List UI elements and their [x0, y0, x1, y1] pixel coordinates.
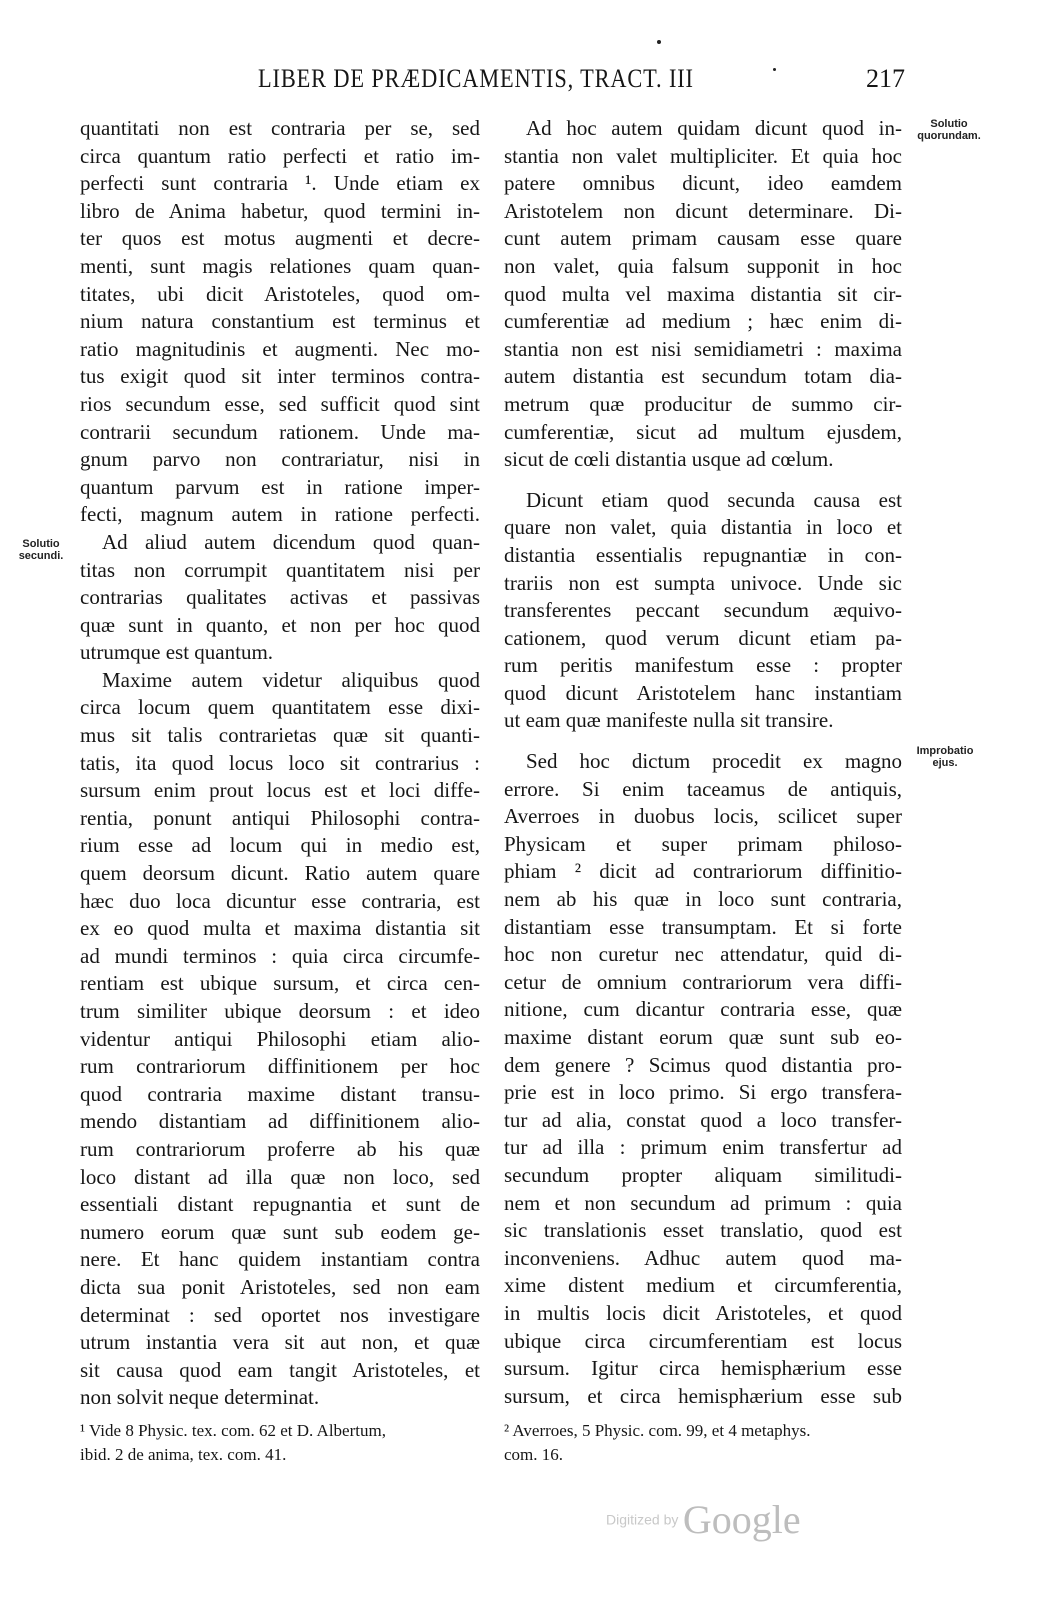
text-line: cumferentiæ ad medium ; hæc enim di- [504, 309, 902, 334]
footnote-line: ibid. 2 de anima, tex. com. 41. [80, 1445, 287, 1464]
text-line: contrarii secundum rationem. Unde ma- [80, 419, 480, 444]
text-line: nitione, cum dicantur contraria esse, quæ [504, 997, 902, 1022]
text-line: patere omnibus dicunt, ideo eamdem [504, 171, 902, 196]
margin-note-improbatio-ejus: Improbatio ejus. [916, 745, 974, 769]
text-line: autem distantia est secundum totam dia- [504, 364, 902, 389]
paragraph-start-line: Ad hoc autem quidam dicunt quod in- [526, 116, 902, 140]
text-line: sursum enim prout locus est et loci diffe- [80, 778, 480, 803]
text-line: metrum quæ producitur de summo cir- [504, 391, 902, 416]
text-line: tur ad illa : primum enim transfertur ad [504, 1135, 902, 1160]
text-line: prie est in loco primo. Si ergo transfera- [504, 1080, 902, 1105]
margin-note-solutio-secundi: Solutio secundi. [18, 538, 64, 562]
text-line: cunt autem primam causam esse quare [504, 226, 902, 251]
text-line: Averroes in duobus locis, scilicet super [504, 804, 902, 829]
text-line: dicta sua ponit Aristoteles, sed non eam [80, 1274, 480, 1299]
margin-note-solutio-quorundam: Solutio quorundam. [917, 118, 981, 142]
left-text-column [80, 115, 480, 1412]
text-line: quod contraria maxime distant transu- [80, 1081, 480, 1106]
running-head: LIBER DE PRÆDICAMENTIS, TRACT. III [258, 64, 694, 93]
text-line: ad mundi terminos : quia circa circumfe- [80, 943, 480, 968]
text-line: quem deorsum dicunt. Ratio autem quare [80, 861, 480, 886]
text-line: sursum, et circa hemisphærium esse sub [504, 1383, 902, 1408]
google-logo: Google [682, 1497, 801, 1542]
text-line: fecti, magnum autem in ratione perfecti. [80, 502, 480, 527]
text-line: quantum parvum est in ratione imper- [80, 474, 480, 499]
text-line: Aristotelem non dicunt determinare. Di- [504, 198, 902, 223]
paragraph-gap [504, 735, 902, 748]
paragraph-gap [504, 474, 902, 487]
paragraph-start-line: Ad aliud autem dicendum quod quan- [102, 529, 480, 554]
text-line: sic translationis esset translatio, quod est [504, 1218, 902, 1243]
text-line: Physicam et super primam philoso- [504, 831, 902, 856]
text-line: tus exigit quod sit inter terminos contra- [80, 364, 480, 389]
text-line: titates, ubi dicit Aristoteles, quod om- [80, 281, 480, 306]
text-line: quantitati non est contraria per se, sed [80, 116, 480, 140]
text-line: contrarias qualitates activas et passivas [80, 585, 480, 610]
text-line: distantiam esse transumptam. Et si forte [504, 914, 902, 939]
text-line: sicut de cœli distantia usque ad cœlum. [504, 447, 834, 472]
text-line: ex eo quod multa et maxima distantia sit [80, 916, 480, 941]
text-line: videntur antiqui Philosophi etiam alio- [80, 1026, 480, 1051]
text-line: rum peritis manifestum esse : propter [504, 653, 902, 678]
text-line: trariis non est sumpta univoce. Unde sic [504, 570, 902, 595]
text-line: rum contrariorum diffinitionem per hoc [80, 1054, 480, 1079]
text-line: xime distent medium et circumferentia, [504, 1273, 902, 1298]
text-line: circa locum quem quantitatem esse dixi- [80, 695, 480, 720]
text-line: rentiam est ubique sursum, et circa cen- [80, 971, 480, 996]
text-line: distantia essentialis repugnantiæ in con- [504, 542, 902, 567]
page-header [0, 60, 1058, 100]
text-line: maxime distant eorum quæ sunt sub eo- [504, 1025, 902, 1049]
page-number: 217 [866, 64, 905, 93]
text-line: quæ sunt in quanto, et non per hoc quod [80, 612, 480, 637]
text-line: quod dicunt Aristotelem hanc instantiam [504, 680, 902, 705]
text-line: rios secundum esse, sed sufficit quod sint [80, 391, 480, 416]
text-line: utrum instantia vera sit aut non, et quæ [80, 1330, 480, 1355]
text-line: libro de Anima habetur, quod termini in- [80, 198, 480, 223]
text-line: menti, sunt magis relationes quam quan- [80, 253, 480, 278]
text-line: sursum. Igitur circa hemisphærium esse [504, 1356, 902, 1381]
text-line: inconveniens. Adhuc autem quod ma- [504, 1245, 902, 1270]
text-line: cetur de omnium contrariorum vera diffi- [504, 969, 902, 994]
text-line: stantia non est nisi semidiametri : maxima [504, 336, 902, 361]
paragraph-start-line: Sed hoc dictum procedit ex magno [526, 749, 902, 774]
text-line: mus sit talis contrarietas quæ sit quanti- [80, 723, 480, 748]
text-line: cationem, quod verum dicunt etiam pa- [504, 625, 902, 650]
text-line: hoc non curetur nec attendatur, quid di- [504, 942, 902, 967]
text-line: non valet, quia falsum supponit in hoc [504, 253, 902, 278]
text-line: trum similiter ubique deorsum : et ideo [80, 999, 480, 1023]
digitized-watermark [606, 1496, 801, 1546]
text-line: numero eorum quæ sunt sub eodem ge- [80, 1219, 480, 1244]
text-line: quod multa vel maxima distantia sit cir- [504, 281, 902, 306]
text-line: nium natura constantium est terminus et [80, 309, 480, 334]
text-line: hæc duo loca dicuntur esse contraria, est [80, 888, 480, 913]
text-line: loco distant ad illa quæ non loco, sed [80, 1164, 480, 1189]
print-speck [773, 68, 776, 71]
text-line: secundum propter aliquam similitudi- [504, 1162, 902, 1187]
text-line: dem genere ? Scimus quod distantia pro- [504, 1052, 902, 1077]
text-line: quare non valet, quia distantia in loco et [504, 515, 902, 540]
text-line: nere. Et hanc quidem instantiam contra [80, 1247, 480, 1272]
text-line: circa quantum ratio perfecti et ratio im- [80, 143, 480, 168]
text-line: determinat : sed oportet nos investigare [80, 1302, 480, 1327]
text-line: ubique circa circumferentiam est locus [504, 1328, 902, 1353]
text-line: phiam ² dicit ad contrariorum diffinitio- [504, 859, 902, 884]
text-line: ter quos est motus augmenti et decre- [80, 226, 480, 251]
right-text-column [504, 115, 902, 1410]
paragraph-start-line: Maxime autem videtur aliquibus quod [102, 667, 480, 692]
text-line: titas non corrumpit quantitatem nisi per [80, 557, 480, 582]
text-line: non solvit neque determinat. [80, 1385, 320, 1410]
text-line: tatis, ita quod locus loco sit contrarius : [80, 750, 480, 775]
text-line: cumferentiæ, sicut ad multum ejusdem, [504, 419, 902, 444]
text-line: rum contrariorum proferre ab his quæ [80, 1136, 480, 1161]
text-line: in multis locis dicit Aristoteles, et quod [504, 1300, 902, 1325]
footnote-line: ² Averroes, 5 Physic. com. 99, et 4 metaphys. [504, 1421, 811, 1440]
footnote-line: com. 16. [504, 1445, 564, 1464]
paragraph-start-line: Dicunt etiam quod secunda causa est [526, 487, 902, 512]
text-line: ratio magnitudinis et augmenti. Nec mo- [80, 336, 480, 361]
text-line: perfecti sunt contraria ¹. Unde etiam ex [80, 171, 480, 196]
footnote-right [504, 1419, 902, 1467]
text-line: transferentes peccant secundum æquivo- [504, 598, 902, 623]
footnote-line: ¹ Vide 8 Physic. tex. com. 62 et D. Albertum, [80, 1421, 386, 1440]
text-line: rium esse ad locum qui in medio est, [80, 833, 480, 858]
print-speck [657, 40, 661, 44]
text-line: rentia, ponunt antiqui Philosophi contra- [80, 805, 480, 830]
text-line: errore. Si enim taceamus de antiquis, [504, 776, 902, 801]
text-line: mendo distantiam ad diffinitionem alio- [80, 1109, 480, 1134]
text-line: essentiali distant repugnantia et sunt de [80, 1192, 480, 1217]
text-line: ut eam quæ manifeste nulla sit transire. [504, 708, 834, 733]
text-line: gnum parvo non contrariatur, nisi in [80, 447, 480, 472]
text-line: sit causa quod eam tangit Aristoteles, et [80, 1357, 480, 1382]
watermark-prefix: Digitized by [606, 1511, 679, 1528]
text-line: nem et non secundum ad primum : quia [504, 1190, 902, 1215]
text-line: tur ad alia, constat quod a loco transfer- [504, 1107, 902, 1132]
text-line: nem ab his quæ in loco sunt contraria, [504, 887, 902, 912]
text-line: utrumque est quantum. [80, 640, 274, 665]
footnote-left [80, 1419, 480, 1467]
text-line: stantia non valet multipliciter. Et quia hoc [504, 143, 902, 168]
